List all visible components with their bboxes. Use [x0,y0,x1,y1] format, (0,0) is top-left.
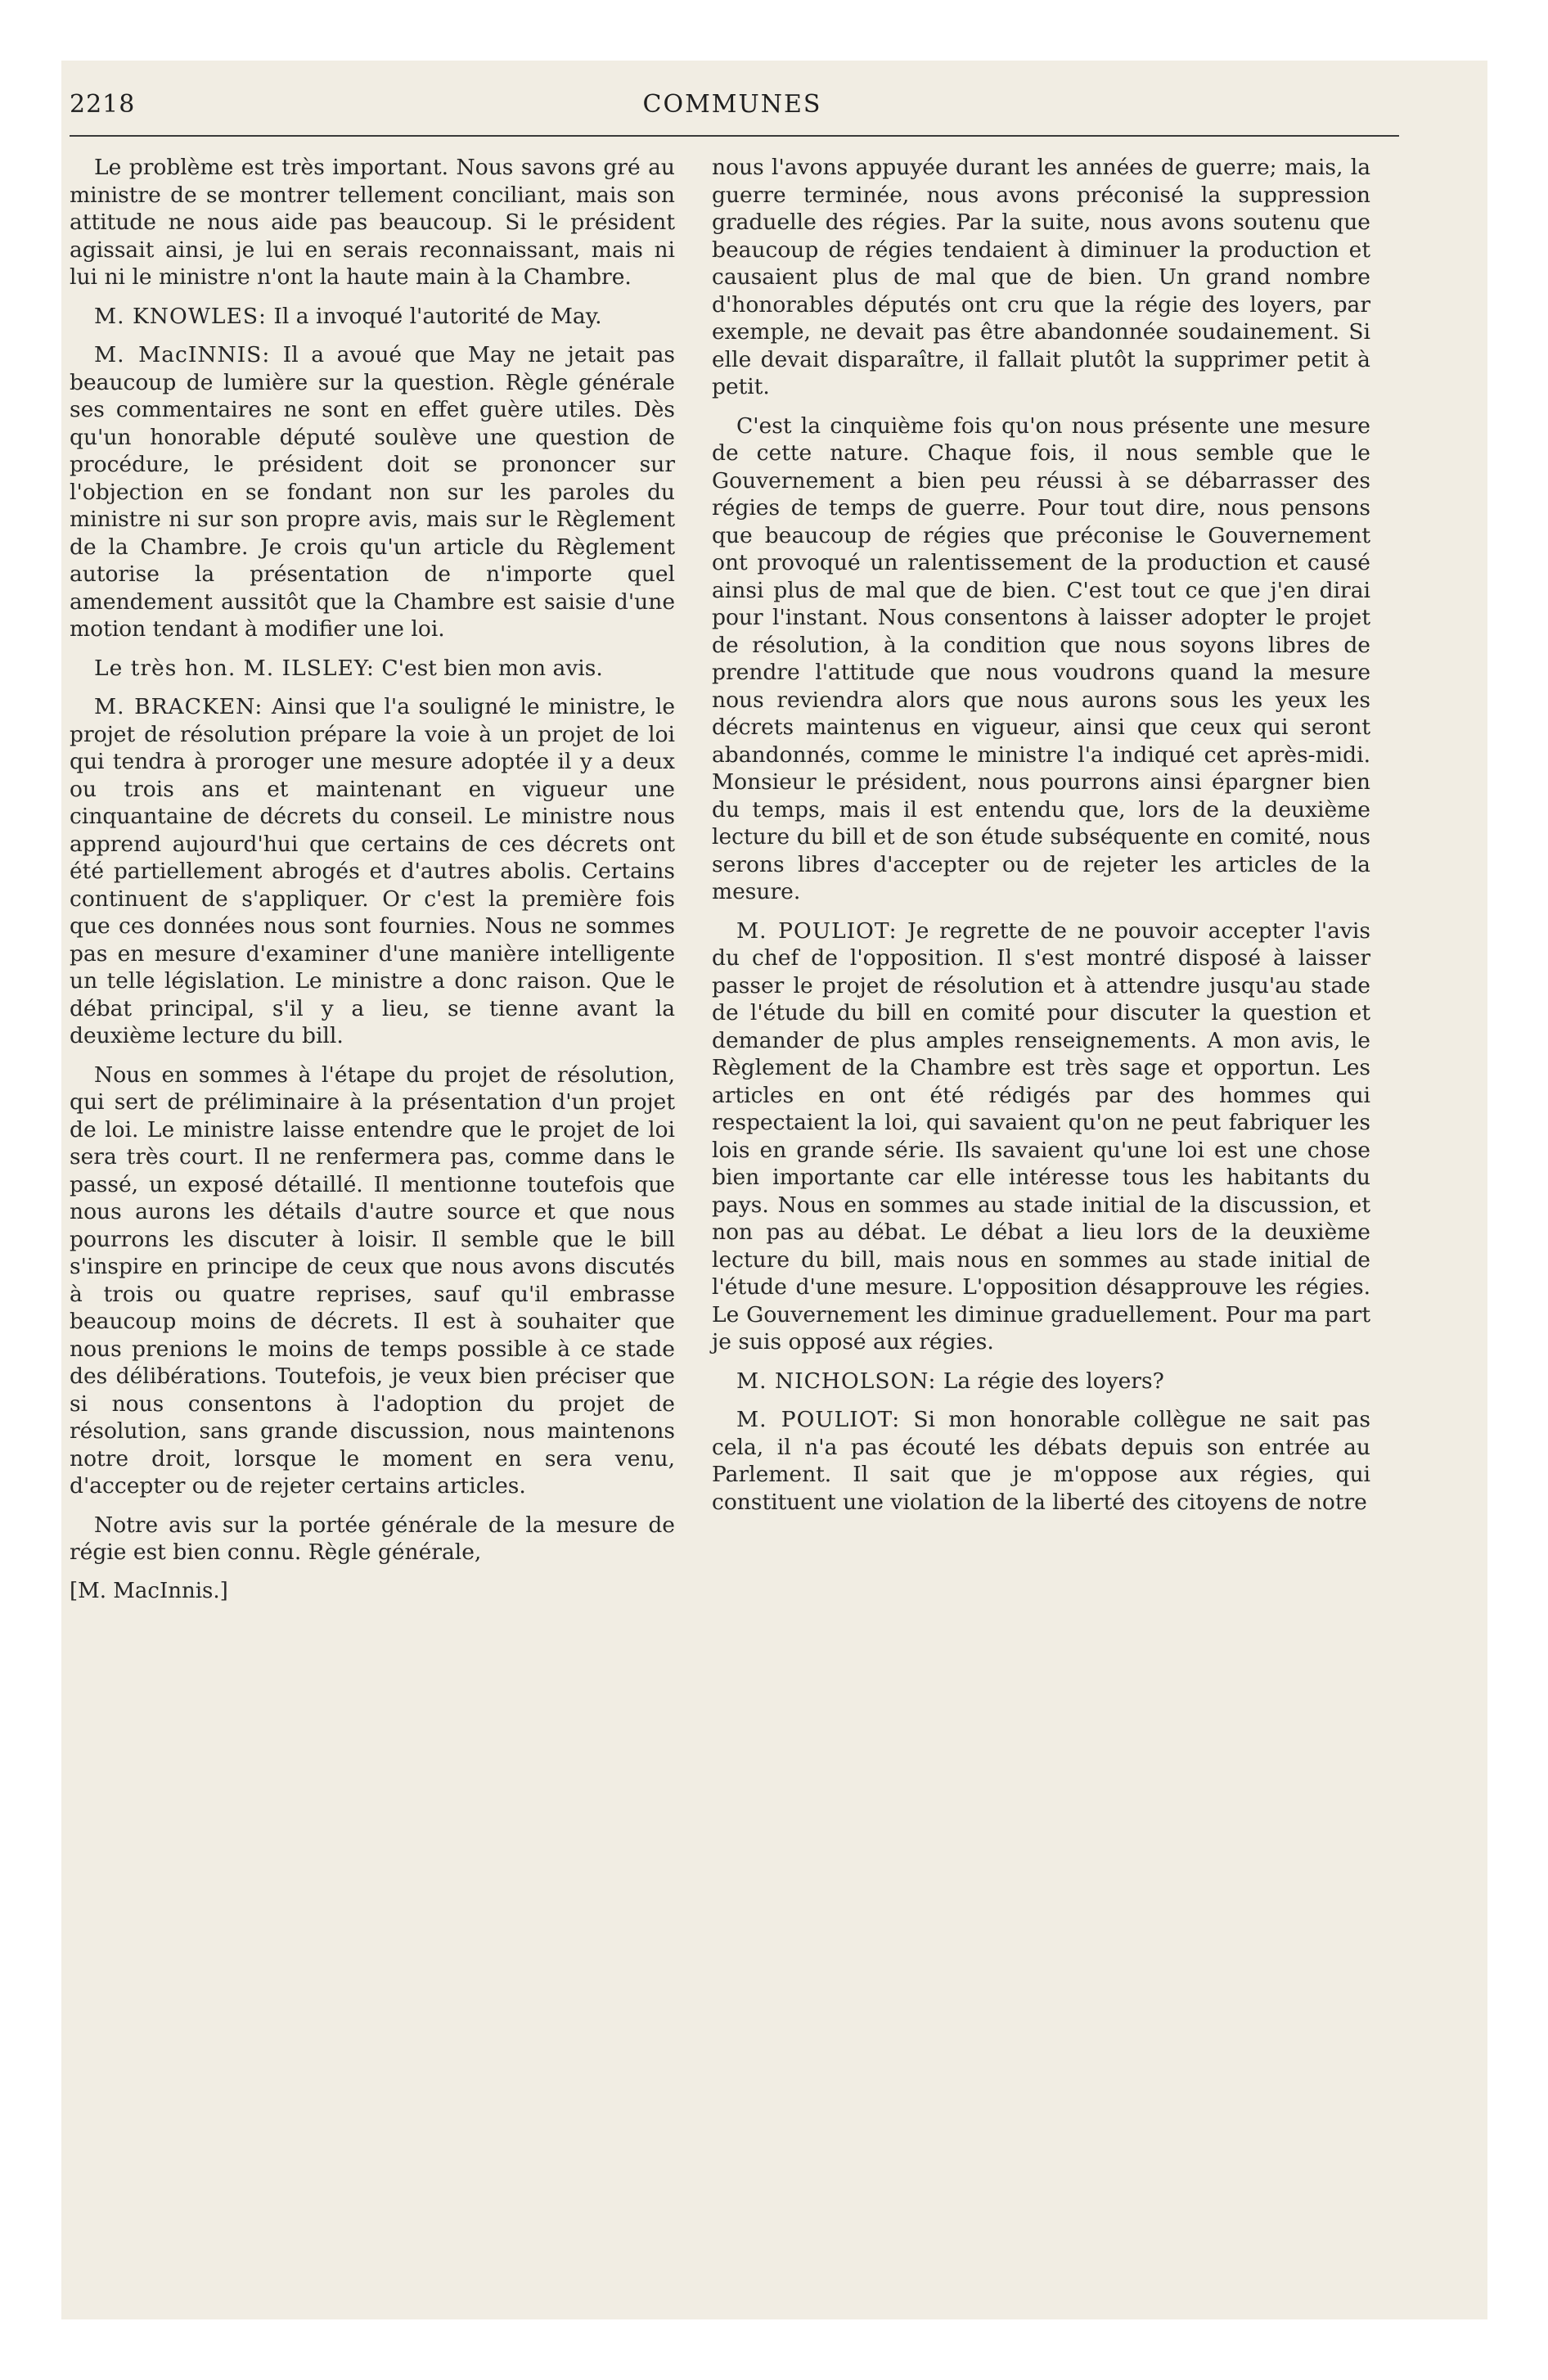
speaker-name: M. BRACKEN: [94,694,263,719]
paragraph [70,303,675,331]
paragraph [712,1368,1370,1395]
left-column [70,154,675,1616]
paragraph [712,1406,1370,1516]
paragraph [70,655,675,683]
paragraph: nous l'avons appuyée durant les années de guerre; mais, la guerre terminée, nous avons préconisé la suppression graduelle des régies. Par la suite, nous avons soutenu que beaucoup de régies tendaient à diminuer la production et causaient plus de mal que de bien. Un grand nombre d'honorables députés ont cru que la régie des loyers, par exemple, ne devait pas être abandonnée soudainement. Si elle devait disparaître, il fallait plutôt la supprimer petit à petit. [712,155,1370,399]
paragraph: Nous en sommes à l'étape du projet de résolution, qui sert de préliminaire à la présentation d'un projet de loi. Le ministre laisse entendre que le projet de loi sera très court. Il ne renfermera pas, comme dans le passé, un exposé détaillé. Il mentionne toutefois que nous aurons les détails d'autre source et que nous pourrons les discuter à loisir. Il semble que le bill s'inspire en principe de ceux que nous avons discutés à trois ou quatre reprises, sauf qu'il embrasse beaucoup moins de décrets. Il est à souhaiter que nous prenions le moins de temps possible à ce stade des délibérations. Toutefois, je veux bien préciser que si nous consentons à l'adoption du projet de résolution, sans grande discussion, nous maintenons notre droit, lorsque le moment en sera venu, d'accepter ou de rejeter certains articles. [70,1062,675,1499]
running-head [70,90,1395,131]
right-column [712,154,1370,1527]
speaker-name: M. POULIOT: [736,917,898,944]
speech-text: Ainsi que l'a souligné le ministre, le projet de résolution prépare la voie à un projet de loi qui tendra à proroger une mesure adoptée il y a deux ou trois ans et maintenant en vigueur une cinquantaine de décrets du conseil. Le ministre nous apprend aujourd'hui que certains de ces décrets ont été partiellement abrogés et d'autres abolis. Certains continuent de s'appliquer. Or c'est la première fois que ces données nous sont fournies. Nous ne sommes pas en mesure d'examiner d'une manière intelligente un telle législation. Le ministre a donc raison. Que le débat principal, s'il y a lieu, se tienne avant la deuxième lecture du bill. [70,694,676,1048]
journal-title: COMMUNES [642,90,822,119]
speech-text: Il a avoué que May ne jetait pas beaucoup de lumière sur la question. Règle générale ses commentaires ne sont en effet guère utiles. Dès qu'un honorable député soulève une question de procédure, le président doit se prononcer sur l'objection en se fondant non sur les paroles du ministre ni sur son propre avis, mais sur le Règlement de la Chambre. Je crois qu'un article du Règlement autorise la présentation de n'importe quel amendement aussitôt que la Chambre est saisie d'une motion tendant à modifier une loi. [70,342,675,642]
paragraph [70,341,675,643]
speech-text: Si mon honorable collègue ne sait pas cela, il n'a pas écouté les débats depuis son entrée au Parlement. Il sait que je m'oppose aux régies, qui constituent une violation de la liberté des citoyens de notre [712,1407,1370,1515]
speech-text: C'est bien mon avis. [374,655,603,681]
paragraph [70,693,675,1050]
paragraph [712,917,1370,1356]
speaker-name: M. POULIOT: [736,1407,901,1432]
page-number: 2218 [70,90,136,119]
paragraph: C'est la cinquième fois qu'on nous présente une mesure de cette nature. Chaque fois, il nous semble que le Gouvernement a bien peu réussi à se débarrasser des régies de temps de guerre. Pour tout dire, nous pensons que beaucoup de régies que préconise le Gouvernement ont provoqué un ralentissement de la production et causé ainsi plus de mal que de bien. C'est tout ce que j'en dirai pour l'instant. Nous consentons à laisser adopter le projet de résolution, à la condition que nous soyons libres de prendre l'attitude que nous voudrons quand la mesure nous reviendra alors que nous aurons sous les yeux les décrets maintenus en vigueur, ainsi que ceux qui seront abandonnés, comme le ministre l'a indiqué cet après-midi. Monsieur le président, nous pourrons ainsi épargner bien du temps, mais il est entendu que, lors de la deuxième lecture du bill et de son étude subséquente en comité, nous serons libres d'accepter ou de rejeter les articles de la mesure. [712,412,1370,904]
speaker-name: Le très hon. M. ILSLEY: [94,655,375,681]
header-rule [70,135,1399,137]
paragraph: Notre avis sur la portée générale de la mesure de régie est bien connu. Règle générale, [70,1512,675,1565]
speaker-name: M. KNOWLES: [94,303,267,329]
speaker-name: M. NICHOLSON: [736,1368,937,1394]
speaker-signature: [M. MacInnis.] [70,1578,228,1603]
speech-text: La régie des loyers? [936,1368,1164,1394]
paragraph: Le problème est très important. Nous savons gré au ministre de se montrer tellement conciliant, mais son attitude ne nous aide pas beaucoup. Si le président agissait ainsi, je lui en serais reconnaissant, mais ni lui ni le ministre n'ont la haute main à la Chambre. [70,155,675,290]
speech-text: Il a invoqué l'autorité de May. [266,303,602,329]
speaker-name: M. MacINNIS: [94,342,271,367]
speech-text: Je regrette de ne pouvoir accepter l'avis du chef de l'opposition. Il s'est montré disposé à laisser passer le projet de résolution et à attendre jusqu'au stade de l'étude du bill en comité pour discuter la question et demander de plus amples renseignements. A mon avis, le Règlement de la Chambre est très sage et opportun. Les articles en ont été rédigés par des hommes qui respectaient la loi, qui savaient qu'on ne peut fabriquer les lois en grande série. Ils savaient qu'une loi est une chose bien importante car elle intéresse tous les habitants du pays. Nous en sommes au stade initial de la discussion, et non pas au débat. Le débat a lieu lors de la deuxième lecture du bill, mais nous en sommes au stade initial de l'étude d'une mesure. L'opposition désapprouve les régies. Le Gouvernement les diminue graduellement. Pour ma part je suis opposé aux régies. [712,917,1370,1355]
